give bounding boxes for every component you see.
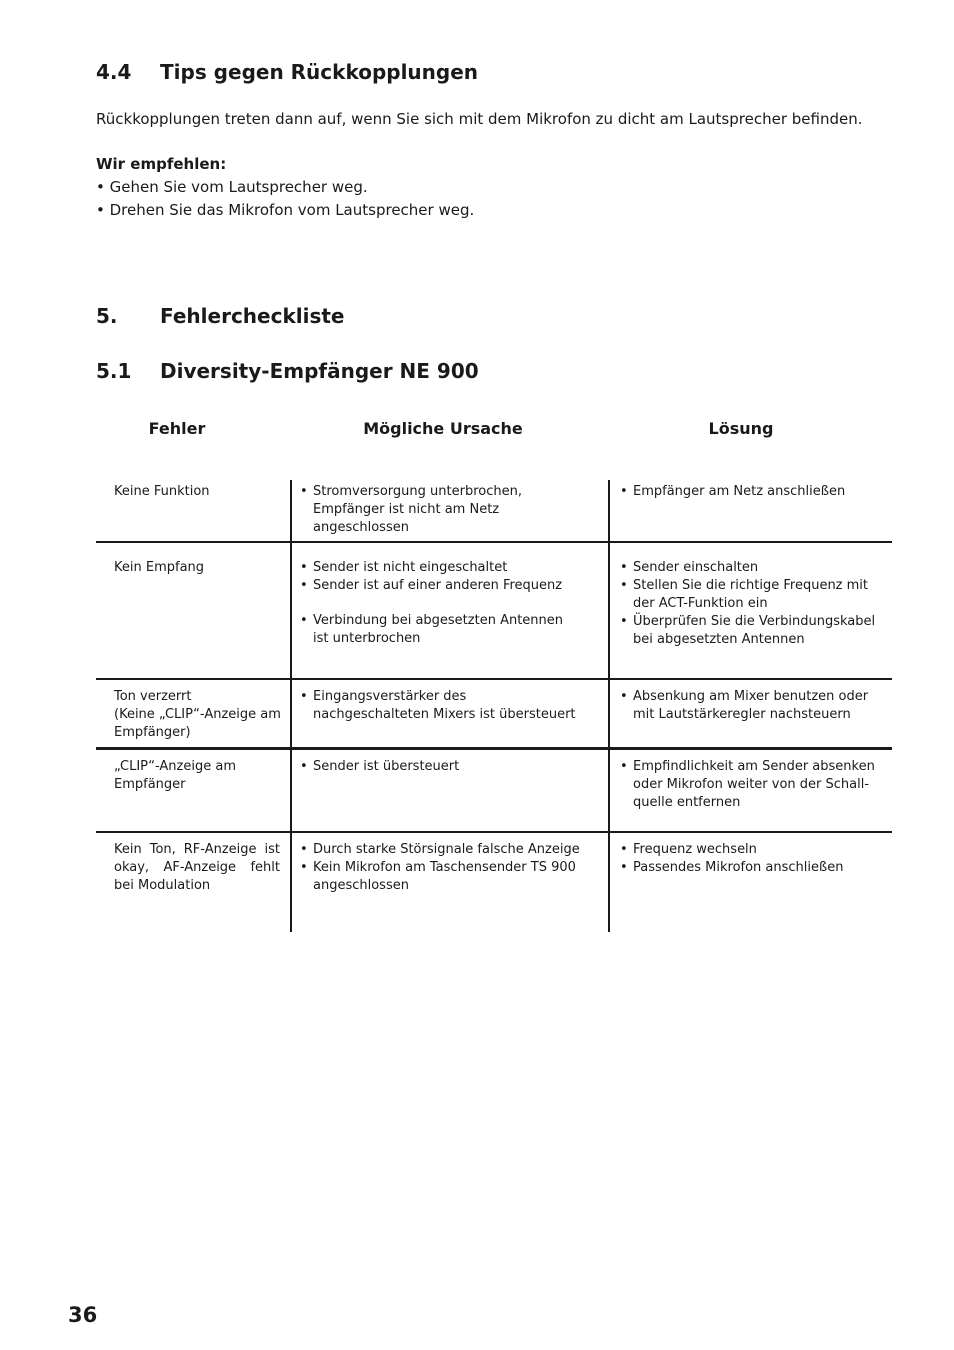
fehler-text: Keine Funktion [114, 484, 210, 499]
section-4-4-title: Tips gegen Rückkopplungen [160, 60, 479, 84]
table-row-5-loesung [620, 841, 882, 877]
list-item: • Sender ist nicht eingeschaltet [300, 559, 570, 577]
table-row-3-loesung [620, 688, 882, 724]
section-5-1-number: 5.1 [96, 359, 132, 383]
recommend-label: Wir empfehlen: [96, 155, 227, 173]
list-item: • Stromversorgung unterbrochen, Empfänger ist nicht am Netz angeschlossen [300, 483, 540, 537]
list-item: • Eingangsverstärker des nachgeschalteten Mixers ist übersteuert [300, 688, 580, 724]
list-item: • Verbindung bei abgesetzten Antennen ist unterbrochen [300, 612, 570, 648]
column-divider [608, 480, 610, 932]
list-item: • Überprüfen Sie die Verbindungskabel bei abgesetzten Antennen [620, 613, 882, 649]
list-item: • Absenkung am Mixer benutzen oder mit Lautstärkeregler nachsteuern [620, 688, 882, 724]
tip-item: • Drehen Sie das Mikrofon vom Lautsprecher weg. [96, 201, 475, 219]
list-item: • Empfindlichkeit am Sender absenken oder Mikrofon weiter von der Schall-quelle entfernen [620, 758, 882, 812]
row-divider [96, 678, 892, 680]
table-row-5-fehler [114, 841, 280, 895]
column-divider [290, 480, 292, 932]
section-4-4-heading [96, 60, 478, 84]
section-5-number: 5. [96, 304, 118, 328]
fehler-text: Kein Ton, RF-Anzeige ist okay, AF-Anzeige fehlt bei Modulation [114, 842, 280, 893]
section-5-heading [96, 304, 345, 328]
list-item: • Durch starke Störsignale falsche Anzeige [300, 841, 580, 859]
list-item: • Stellen Sie die richtige Frequenz mit der ACT-Funktion ein [620, 577, 882, 613]
row-divider [96, 831, 892, 833]
fehler-text: Kein Empfang [114, 560, 205, 575]
table-row-4-fehler [114, 758, 264, 794]
table-row-2-ursache [300, 559, 570, 648]
page-number: 36 [68, 1303, 98, 1327]
table-row-2-fehler [114, 559, 280, 577]
column-header-loesung: Lösung [708, 419, 774, 438]
table-row-4-ursache [300, 758, 580, 776]
row-divider [96, 541, 892, 543]
list-item: • Sender einschalten [620, 559, 882, 577]
section-5-title: Fehlercheckliste [160, 304, 345, 328]
fehler-text: „CLIP“-Anzeige am Empfänger [114, 759, 236, 792]
table-row-3-fehler [114, 688, 284, 742]
table-row-3-ursache [300, 688, 580, 724]
list-item: • Sender ist übersteuert [300, 758, 580, 776]
list-item: • Empfänger am Netz anschließen [620, 483, 882, 501]
row-divider [96, 747, 892, 750]
table-row-5-ursache [300, 841, 580, 895]
fehler-text: Ton verzerrt [114, 689, 192, 704]
list-item: • Frequenz wechseln [620, 841, 882, 859]
fehler-text: (Keine „CLIP“-Anzeige am Empfänger) [114, 707, 281, 740]
section-5-1-title: Diversity-Empfänger NE 900 [160, 359, 479, 383]
column-header-ursache: Mögliche Ursache [363, 419, 523, 438]
table-row-1-fehler [114, 483, 280, 501]
list-item: • Passendes Mikrofon anschließen [620, 859, 882, 877]
list-item: • Sender ist auf einer anderen Frequenz [300, 577, 570, 595]
table-row-1-loesung [620, 483, 882, 501]
section-4-4-number: 4.4 [96, 60, 132, 84]
table-row-4-loesung [620, 758, 882, 812]
section-4-4-intro: Rückkopplungen treten dann auf, wenn Sie sich mit dem Mikrofon zu dicht am Lautsprecher befinden. [96, 110, 863, 128]
section-5-1-heading [96, 359, 479, 383]
table-row-1-ursache [300, 483, 540, 537]
table-row-2-loesung [620, 559, 882, 649]
tip-item: • Gehen Sie vom Lautsprecher weg. [96, 178, 368, 196]
list-item: • Kein Mikrofon am Taschensender TS 900 angeschlossen [300, 859, 580, 895]
column-header-fehler: Fehler [148, 419, 206, 438]
